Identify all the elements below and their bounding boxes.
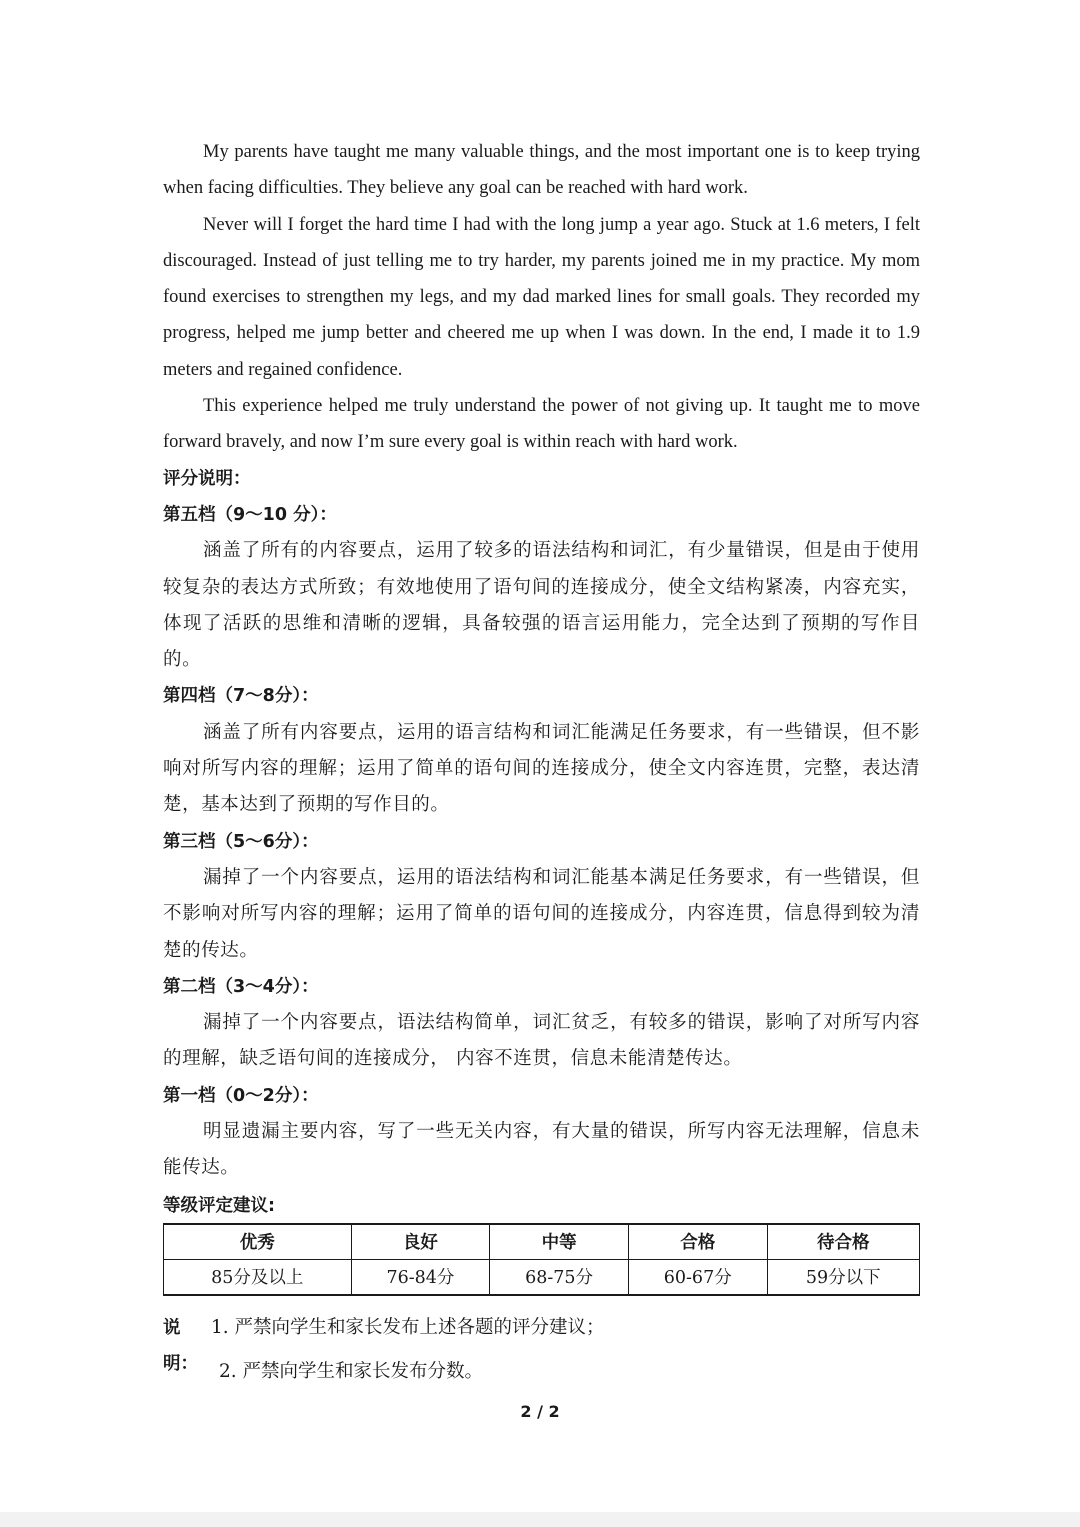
sample-essay (163, 134, 920, 461)
level-2-heading: 第二档（3～4分）： (163, 976, 319, 997)
level-1-description: 明显遗漏主要内容，写了一些无关内容，有大量的错误，所写内容无法理解，信息未能传达。 (163, 1121, 920, 1179)
level-5-heading: 第五档（9～10 分）： (163, 504, 337, 525)
grading-suggestions (163, 1191, 920, 1296)
level-5-description: 涵盖了所有的内容要点，运用了较多的语法结构和词汇，有少量错误，但是由于使用较复杂的表达方式所致；有效地使用了语句间的连接成分，使全文结构紧凑，内容充实，体现了活跃的思维和清晰的逻辑，具备较强的语言运用能力，完全达到了预期的写作目的。 (163, 540, 920, 671)
note-text-2: 2. 严禁向学生和家长发布分数。 (219, 1360, 484, 1382)
note-text-1: 1. 严禁向学生和家长发布上述各题的评分建议； (211, 1316, 605, 1338)
essay-paragraph-1: My parents have taught me many valuable things, and the most important one is to keep trying when facing difficulties. They believe any goal can be reached with hard work. (163, 142, 920, 199)
level-1-heading: 第一档（0～2分）： (163, 1085, 319, 1106)
essay-paragraph-2: Never will I forget the hard time I had with the long jump a year ago. Stuck at 1.6 meters, I felt discouraged. Instead of just telling me to try harder, my parents joined me in my practice. My mom found exercises to strengthen my legs, and my dad marked lines for small goals. They recorded my progress, helped me jump better and cheered me up when I was down. In the end, I made it to 1.9 meters and regained confidence. (163, 214, 920, 380)
scoring-instructions (163, 461, 920, 1187)
scan-bottom-edge (0, 1512, 1080, 1527)
level-3-description: 漏掉了一个内容要点，运用的语法结构和词汇能基本满足任务要求，有一些错误，但不影响对所写内容的理解；运用了简单的语句间的连接成分，内容连贯，信息得到较为清楚的传达。 (163, 866, 920, 961)
note-item-2 (163, 1354, 920, 1398)
scoring-title: 评分说明： (163, 468, 251, 489)
notes-section (163, 1310, 920, 1398)
grading-value-row (164, 1259, 920, 1295)
page-number: 2 / 2 (520, 1402, 560, 1421)
grading-table (163, 1223, 920, 1296)
grade-header-pass: 合格 (628, 1224, 767, 1260)
level-2-description: 漏掉了一个内容要点，语法结构简单，词汇贫乏，有较多的错误，影响了对所写内容的理解，缺乏语句间的连接成分， 内容不连贯，信息未能清楚传达。 (163, 1012, 920, 1070)
grade-range-average: 68-75分 (490, 1259, 629, 1295)
notes-label: 说明： (163, 1317, 198, 1374)
grade-header-average: 中等 (490, 1224, 629, 1260)
grading-title: 等级评定建议: (163, 1195, 275, 1216)
grade-range-fail: 59分以下 (767, 1259, 919, 1295)
document-content (163, 134, 920, 1398)
grade-range-excellent: 85分及以上 (164, 1259, 352, 1295)
grading-header-row (164, 1224, 920, 1260)
level-4-description: 涵盖了所有内容要点，运用的语言结构和词汇能满足任务要求，有一些错误，但不影响对所写内容的理解；运用了简单的语句间的连接成分，使全文内容连贯，完整，表达清楚，基本达到了预期的写作目的。 (163, 721, 920, 816)
grade-range-pass: 60-67分 (628, 1259, 767, 1295)
grade-range-good: 76-84分 (351, 1259, 490, 1295)
level-4-heading: 第四档（7～8分）： (163, 686, 319, 707)
level-3-heading: 第三档（5～6分）： (163, 831, 319, 852)
grade-header-fail: 待合格 (767, 1224, 919, 1260)
grade-header-excellent: 优秀 (164, 1224, 352, 1260)
grade-header-good: 良好 (351, 1224, 490, 1260)
essay-paragraph-3: This experience helped me truly understand the power of not giving up. It taught me to move forward bravely, and now I’m sure every goal is within reach with hard work. (163, 396, 920, 453)
